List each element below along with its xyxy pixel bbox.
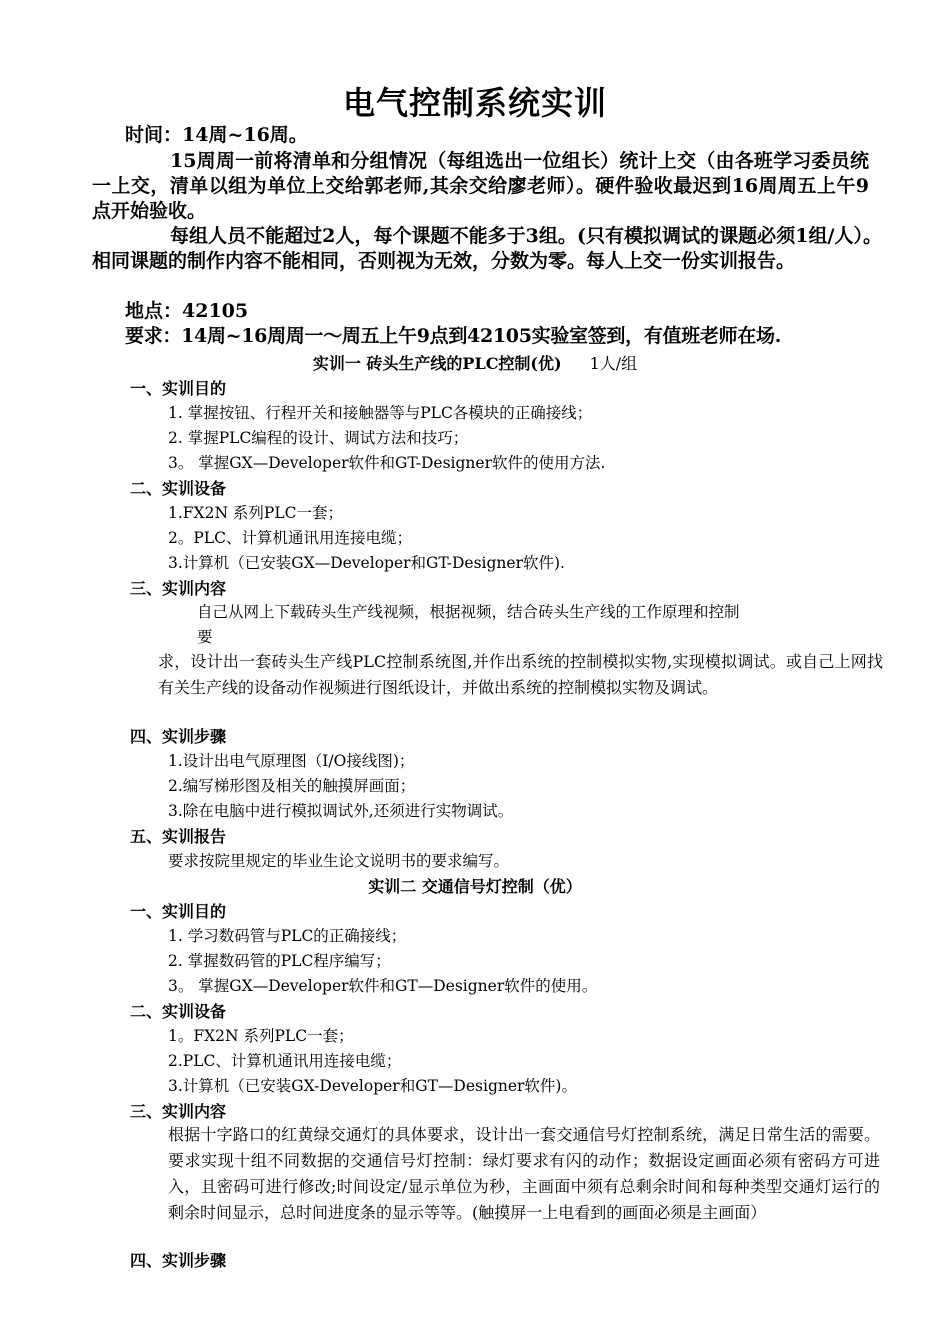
s1-report-text: 要求按院里规定的毕业生论文说明书的要求编写。 [168, 852, 510, 870]
s1-content-line-1: 自己从网上下载砖头生产线视频，根据视频，结合砖头生产线的工作原理和控制 [197, 603, 740, 621]
s2-heading-equipment: 二、实训设备 [130, 1002, 227, 1021]
s1-content-rest: 求，设计出一套砖头生产线PLC控制系统图,并作出系统的控制模拟实物,实现模拟调试。或自己上网找有关生产线的设备动作视频进行图纸设计，并做出系统的控制模拟实物及调试。 [158, 652, 883, 697]
s1-heading-report: 五、实训报告 [130, 827, 227, 846]
s1-heading-objectives: 一、实训目的 [130, 379, 227, 398]
s2-objective-1: 1. 学习数码管与PLC的正确接线； [168, 927, 407, 945]
document-title: 电气控制系统实训 [342, 84, 607, 122]
s1-heading-steps: 四、实训步骤 [130, 727, 227, 746]
s1-objective-3: 3。 掌握GX—Developer软件和GT-Designer软件的使用方法. [168, 454, 606, 472]
s2-equipment-3: 3.计算机（已安装GX-Developer和GT—Designer软件)。 [168, 1077, 577, 1095]
s1-objective-1: 1. 掌握按钮、行程开关和接触器等与PLC各模块的正确接线； [168, 404, 593, 422]
intro-paragraph-1: 15周周一前将清单和分组情况（每组选出一位组长）统计上交（由各班学习委员统一上交，清单以组为单位上交给郭老师,其余交给廖老师）。硬件验收最迟到16周周五上午9点开始验收。 [92, 150, 869, 222]
s2-heading-objectives: 一、实训目的 [130, 902, 227, 921]
time-line: 时间：14周~16周。 [125, 124, 308, 146]
s2-equipment-2: 2.PLC、计算机通讯用连接电缆； [168, 1052, 402, 1070]
section-1-group-size: 1人/组 [589, 354, 638, 373]
s2-equipment-1: 1。FX2N 系列PLC一套； [168, 1027, 354, 1045]
s1-equipment-1: 1.FX2N 系列PLC一套； [168, 504, 344, 522]
s2-objective-2: 2. 掌握数码管的PLC程序编写； [168, 952, 391, 970]
requirement-line: 要求：14周~16周周一～周五上午9点到42105实验室签到，有值班老师在场. [125, 325, 782, 347]
s1-objective-2: 2. 掌握PLC编程的设计、调试方法和技巧； [168, 429, 469, 447]
s1-heading-content: 三、实训内容 [130, 579, 227, 598]
section-2-title: 实训二 交通信号灯控制（优） [368, 877, 582, 896]
location-line: 地点：42105 [125, 300, 249, 322]
section-1-title-text: 实训一 砖头生产线的PLC控制(优) [312, 354, 562, 373]
s1-heading-equipment: 二、实训设备 [130, 479, 227, 498]
s2-heading-content: 三、实训内容 [130, 1102, 227, 1121]
section-1-title [0, 351, 950, 374]
s1-equipment-3: 3.计算机（已安装GX—Developer和GT-Designer软件). [168, 554, 565, 572]
s1-equipment-2: 2。PLC、计算机通讯用连接电缆； [168, 529, 412, 547]
s2-heading-steps: 四、实训步骤 [130, 1251, 227, 1270]
s2-objective-3: 3。 掌握GX—Developer软件和GT—Designer软件的使用。 [168, 977, 598, 995]
s1-content-line-2: 要 [197, 628, 213, 646]
s2-content-text: 根据十字路口的红黄绿交通灯的具体要求，设计出一套交通信号灯控制系统，满足日常生活的需要。要求实现十组不同数据的交通信号灯控制：绿灯要求有闪的动作；数据设定画面必须有密码方可进入，且密码可进行修改;时间设定/显示单位为秒，主画面中须有总剩余时间和每种类型交通灯运行的剩余时间显示，总时间进度条的显示等等。(触摸屏一上电看到的画面必须是主画面） [168, 1125, 880, 1222]
s1-step-2: 2.编写梯形图及相关的触摸屏画面； [168, 777, 416, 795]
intro-paragraph-2: 每组人员不能超过2人，每个课题不能多于3组。(只有模拟调试的课题必须1组/人）。相同课题的制作内容不能相同，否则视为无效，分数为零。每人上交一份实训报告。 [92, 225, 882, 272]
s1-step-3: 3.除在电脑中进行模拟调试外,还须进行实物调试。 [168, 802, 514, 820]
s1-step-1: 1.设计出电气原理图（I/O接线图)； [168, 752, 415, 770]
